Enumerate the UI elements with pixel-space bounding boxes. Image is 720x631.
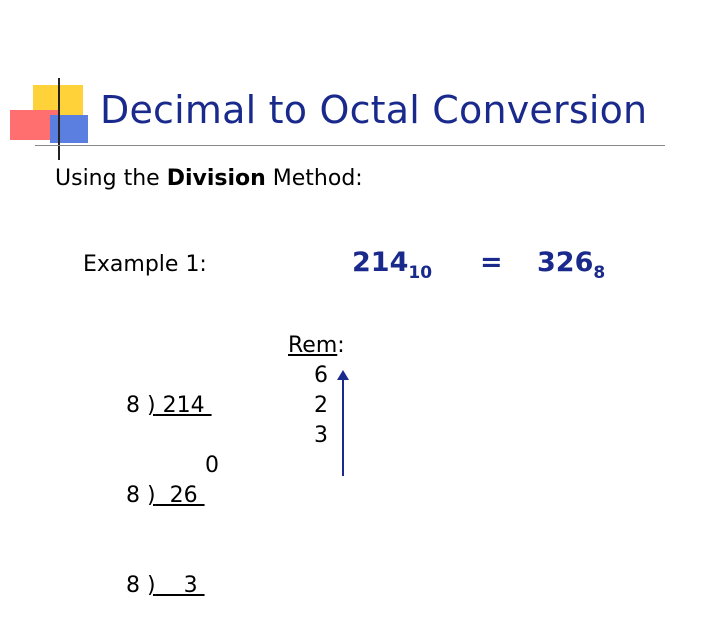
rhs-digits: 326 <box>537 247 594 278</box>
up-arrow-shaft <box>342 378 344 476</box>
division-underline <box>147 483 205 508</box>
division-row <box>126 571 212 601</box>
lhs-number <box>352 247 432 283</box>
lhs-base: 10 <box>408 263 433 283</box>
bracket: ) <box>147 573 156 598</box>
subtitle-post: Method: <box>265 166 363 191</box>
rhs-number <box>537 247 605 283</box>
remainder-value: 2 <box>314 393 328 418</box>
subtitle-bold: Division <box>166 166 266 191</box>
divisor: 8 <box>126 393 140 418</box>
division-row <box>126 391 212 421</box>
dividend: 3 <box>155 573 205 598</box>
division-underline <box>147 393 212 418</box>
slide-title: Decimal to Octal Conversion <box>100 88 648 132</box>
remainder-value: 6 <box>314 363 328 388</box>
remainder-label-colon: : <box>337 333 345 358</box>
equals-sign: = <box>480 247 503 278</box>
final-quotient: 0 <box>205 453 219 478</box>
division-steps <box>126 331 212 631</box>
example-label: Example 1: <box>83 252 207 277</box>
division-row <box>126 481 212 511</box>
divisor: 8 <box>126 573 140 598</box>
remainder-label-text: Rem <box>288 333 338 358</box>
bracket: ) <box>147 483 156 508</box>
dividend: 214 <box>155 393 212 418</box>
title-underline <box>35 145 665 146</box>
decor-blue-square <box>50 115 88 143</box>
bracket: ) <box>147 393 156 418</box>
divisor: 8 <box>126 483 140 508</box>
remainder-value: 3 <box>314 423 328 448</box>
dividend: 26 <box>155 483 205 508</box>
division-underline <box>147 573 205 598</box>
remainder-label <box>288 331 345 361</box>
subtitle-pre: Using the <box>55 166 167 191</box>
decor-vertical-line <box>58 78 60 160</box>
lhs-digits: 214 <box>352 247 409 278</box>
subtitle <box>55 166 363 191</box>
rhs-base: 8 <box>593 263 606 283</box>
